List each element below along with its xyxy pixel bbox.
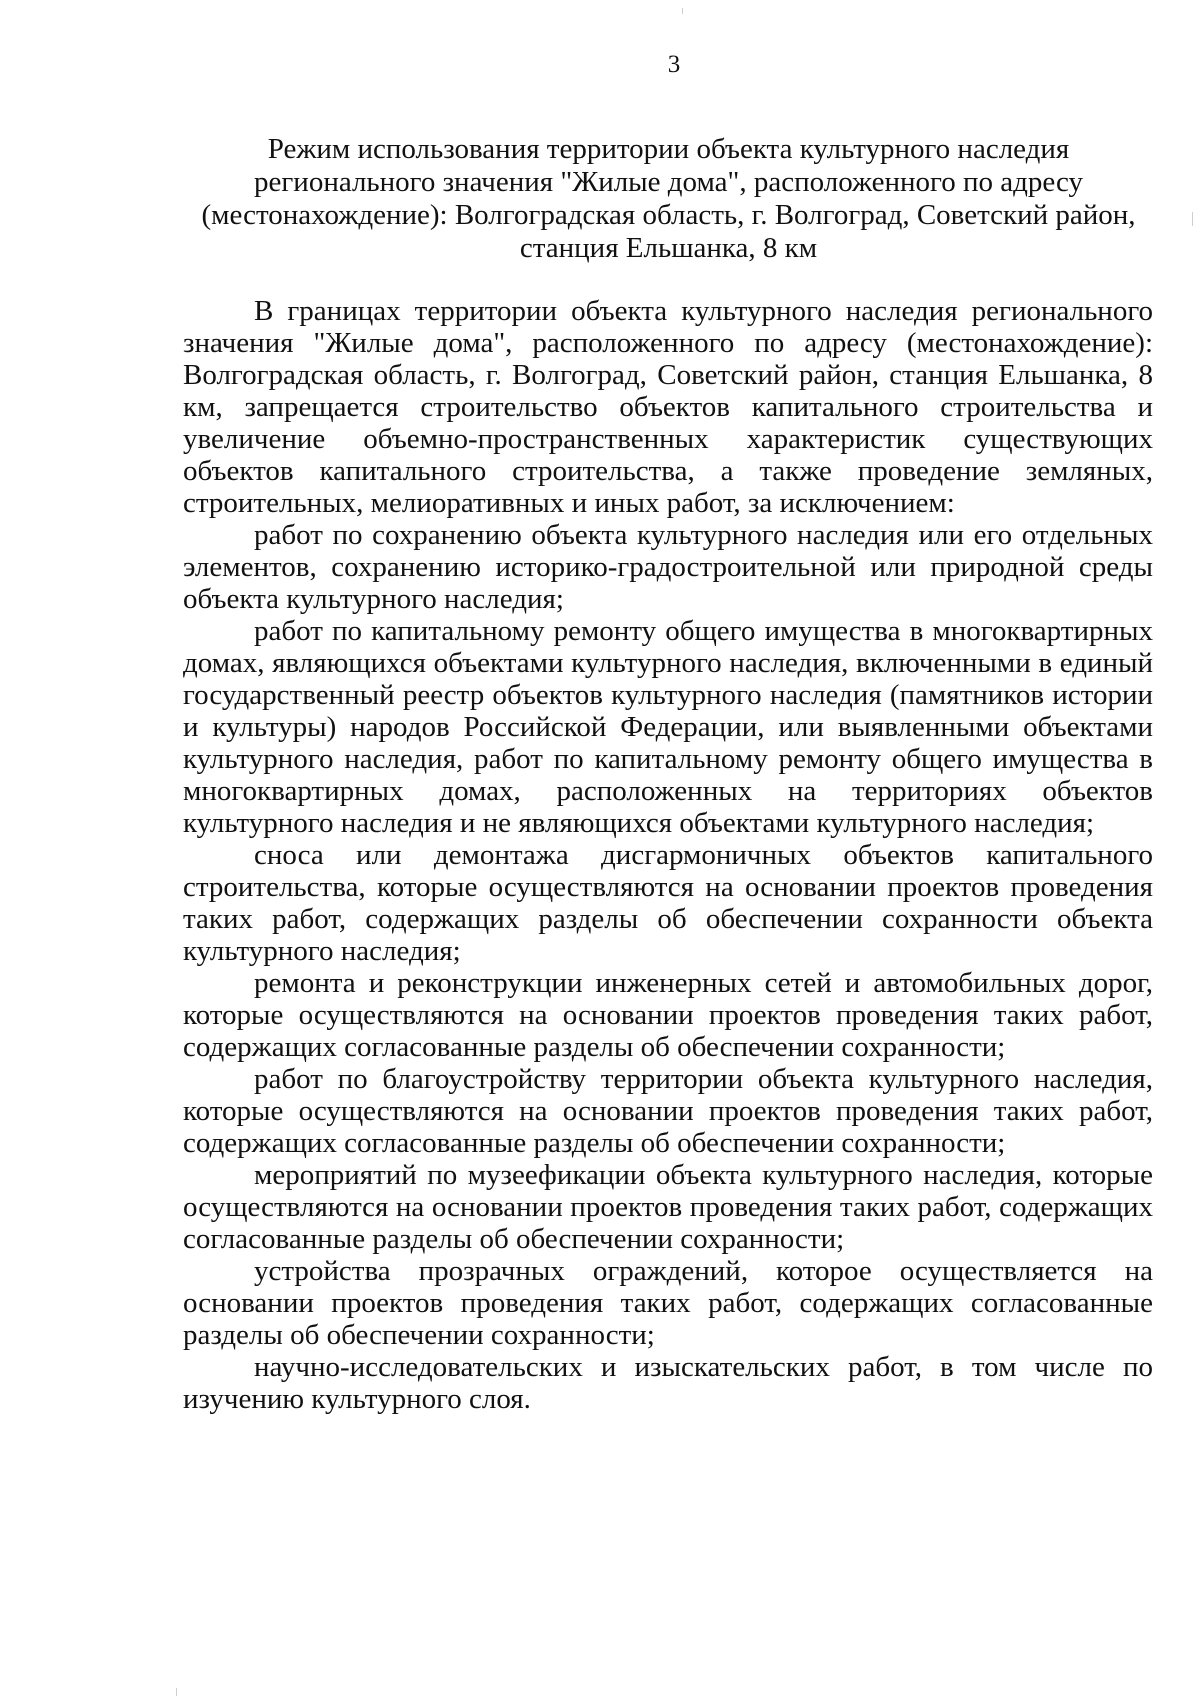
paragraph-exception-4: ремонта и реконструкции инженерных сетей и автомобильных дорог, которые осуществляются на основании проектов проведения таких работ, содержащих согласованные разделы об обеспечении сохранности; (183, 967, 1153, 1063)
scan-mark-top (682, 8, 683, 14)
paragraph-exception-7: устройства прозрачных ограждений, которое осуществляется на основании проектов проведения таких работ, содержащих согласованные разделы об обеспечении сохранности; (183, 1255, 1153, 1351)
title-line-2: регионального значения "Жилые дома", расположенного по адресу (254, 166, 1083, 198)
title-line-4: станция Ельшанка, 8 км (519, 232, 818, 264)
paragraph-exception-3: сноса или демонтажа дисгармоничных объектов капитального строительства, которые осуществляются на основании проектов проведения таких работ, содержащих разделы об обеспечении сохранности объекта культурного наследия; (183, 839, 1153, 967)
paragraph-exception-2: работ по капитальному ремонту общего имущества в многоквартирных домах, являющихся объектами культурного наследия, включенными в единый государственный реестр объектов культурного наследия (памятников истории и культуры) народов Российской Федерации, или выявленными объектами культурного наследия, работ по капитальному ремонту общего имущества в многоквартирных домах, расположенных на территориях объектов культурного наследия и не являющихся объектами культурного наследия; (183, 615, 1153, 839)
paragraph-exception-1: работ по сохранению объекта культурного наследия или его отдельных элементов, сохранению историко-градостроительной или природной среды объекта культурного наследия; (183, 519, 1153, 615)
scan-mark-bottom (176, 1688, 177, 1696)
page-number: 3 (667, 51, 681, 78)
paragraph-exception-5: работ по благоустройству территории объекта культурного наследия, которые осуществляются на основании проектов проведения таких работ, содержащих согласованные разделы об обеспечении сохранности; (183, 1063, 1153, 1159)
paragraph-intro: В границах территории объекта культурного наследия регионального значения "Жилые дома", расположенного по адресу (местонахождение): Волгоградская область, г. Волгоград, Советский район, станция Ельшанка, 8 км, запрещается строительство объектов капитального строительства и увеличение объемно-пространственных характеристик существующих объектов капитального строительства, а также проведение земляных, строительных, мелиоративных и иных работ, за исключением: (183, 295, 1153, 519)
title-line-1: Режим использования территории объекта культурного наследия (267, 133, 1070, 165)
paragraph-exception-6: мероприятий по музеефикации объекта культурного наследия, которые осуществляются на основании проектов проведения таких работ, содержащих согласованные разделы об обеспечении сохранности; (183, 1159, 1153, 1255)
document-body (183, 295, 1153, 1415)
title-line-3: (местонахождение): Волгоградская область, г. Волгоград, Советский район, (201, 199, 1136, 231)
paragraph-exception-8: научно-исследовательских и изыскательских работ, в том числе по изучению культурного слоя. (183, 1351, 1153, 1415)
document-title (196, 133, 1141, 265)
scan-mark-right (1192, 212, 1193, 226)
